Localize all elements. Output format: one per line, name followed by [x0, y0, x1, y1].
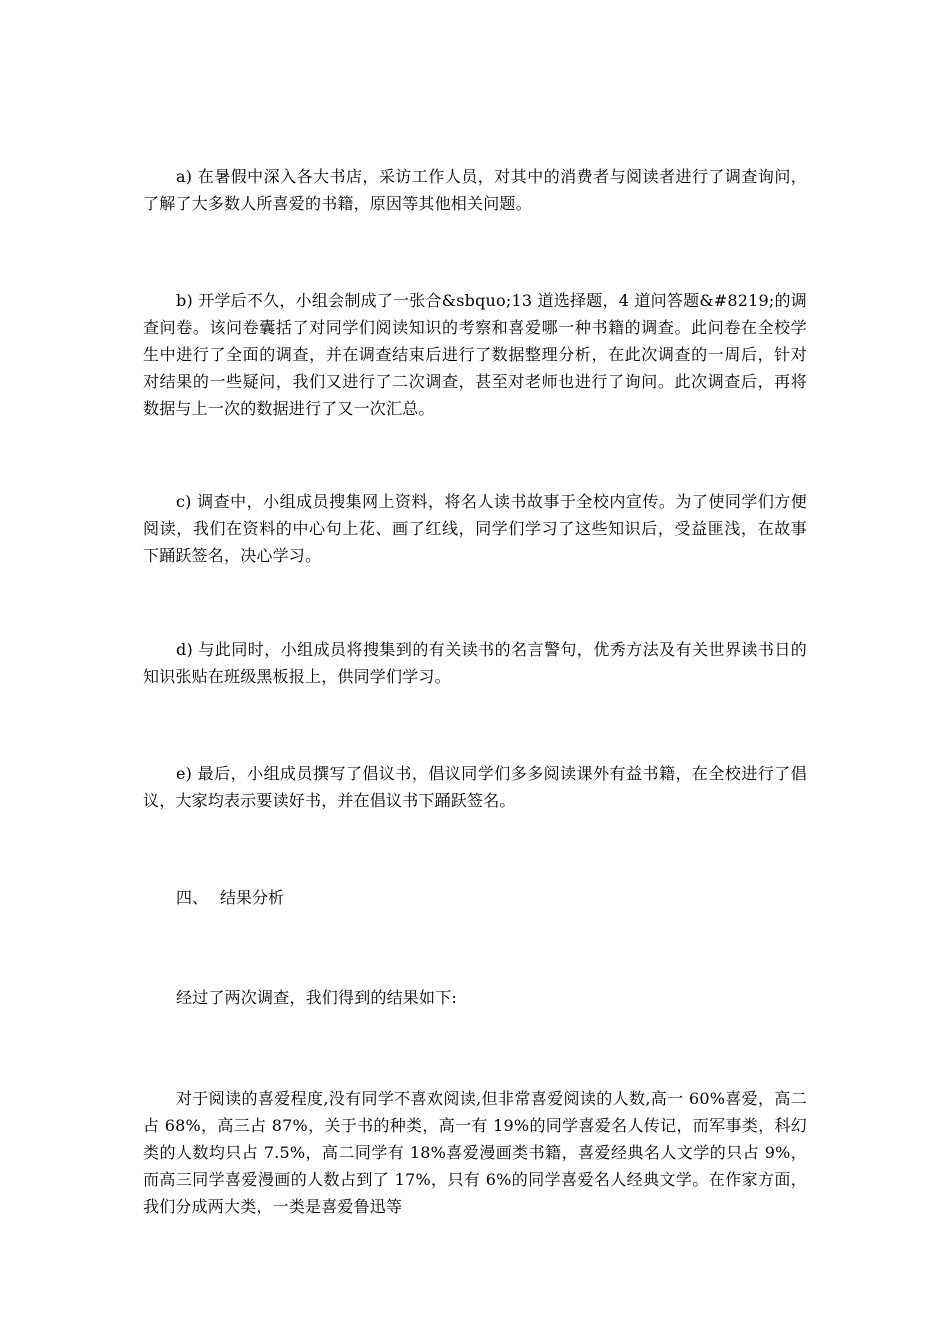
- results-paragraph: 对于阅读的喜爱程度,没有同学不喜欢阅读,但非常喜爱阅读的人数,高一 60%喜爱，高二占 68%，高三占 87%，关于书的种类，高一有 19%的同学喜爱名人传记，而军事类，科幻类的人数均只占 7.5%，高二同学有 18%喜爱漫画类书籍，喜爱经典名人文学的只占 9%，而高三同学喜爱漫画的人数占到了 17%，只有 6%的同学喜爱名人经典文学。在作家方面，我们分成两大类，一类是喜爱鲁迅等: [143, 1089, 807, 1216]
- section-number: 四、: [176, 888, 209, 907]
- paragraph-b: b) 开学后不久，小组会制成了一张合&sbquo;13 道选择题，4 道问答题&#8219;的调查问卷。该问卷囊括了对同学们阅读知识的考察和喜爱哪一种书籍的调查。此问卷在全校学生中进行了全面的调查，并在调查结束后进行了数据整理分析，在此次调查的一周后，针对对结果的一些疑问，我们又进行了二次调查，甚至对老师也进行了询问。此次调查后，再将数据与上一次的数据进行了又一次汇总。: [143, 291, 807, 418]
- paragraph-a: a) 在暑假中深入各大书店，采访工作人员，对其中的消费者与阅读者进行了调查询问，了解了大多数人所喜爱的书籍，原因等其他相关问题。: [143, 167, 807, 213]
- results-intro: 经过了两次调查，我们得到的结果如下:: [176, 988, 457, 1007]
- paragraph-d: d) 与此同时，小组成员将搜集到的有关读书的名言警句，优秀方法及有关世界读书日的知识张贴在班级黑板报上，供同学们学习。: [143, 640, 807, 686]
- section-title: 结果分析: [220, 888, 285, 907]
- section-heading: [176, 884, 284, 911]
- paragraph-c: c) 调查中，小组成员搜集网上资料，将名人读书故事于全校内宣传。为了使同学们方便阅读，我们在资料的中心句上花、画了红线，同学们学习了这些知识后，受益匪浅，在故事下踊跃签名，决心学习。: [143, 492, 807, 565]
- paragraph-e: e) 最后，小组成员撰写了倡议书，倡议同学们多多阅读课外有益书籍，在全校进行了倡议，大家均表示要读好书，并在倡议书下踊跃签名。: [143, 764, 807, 810]
